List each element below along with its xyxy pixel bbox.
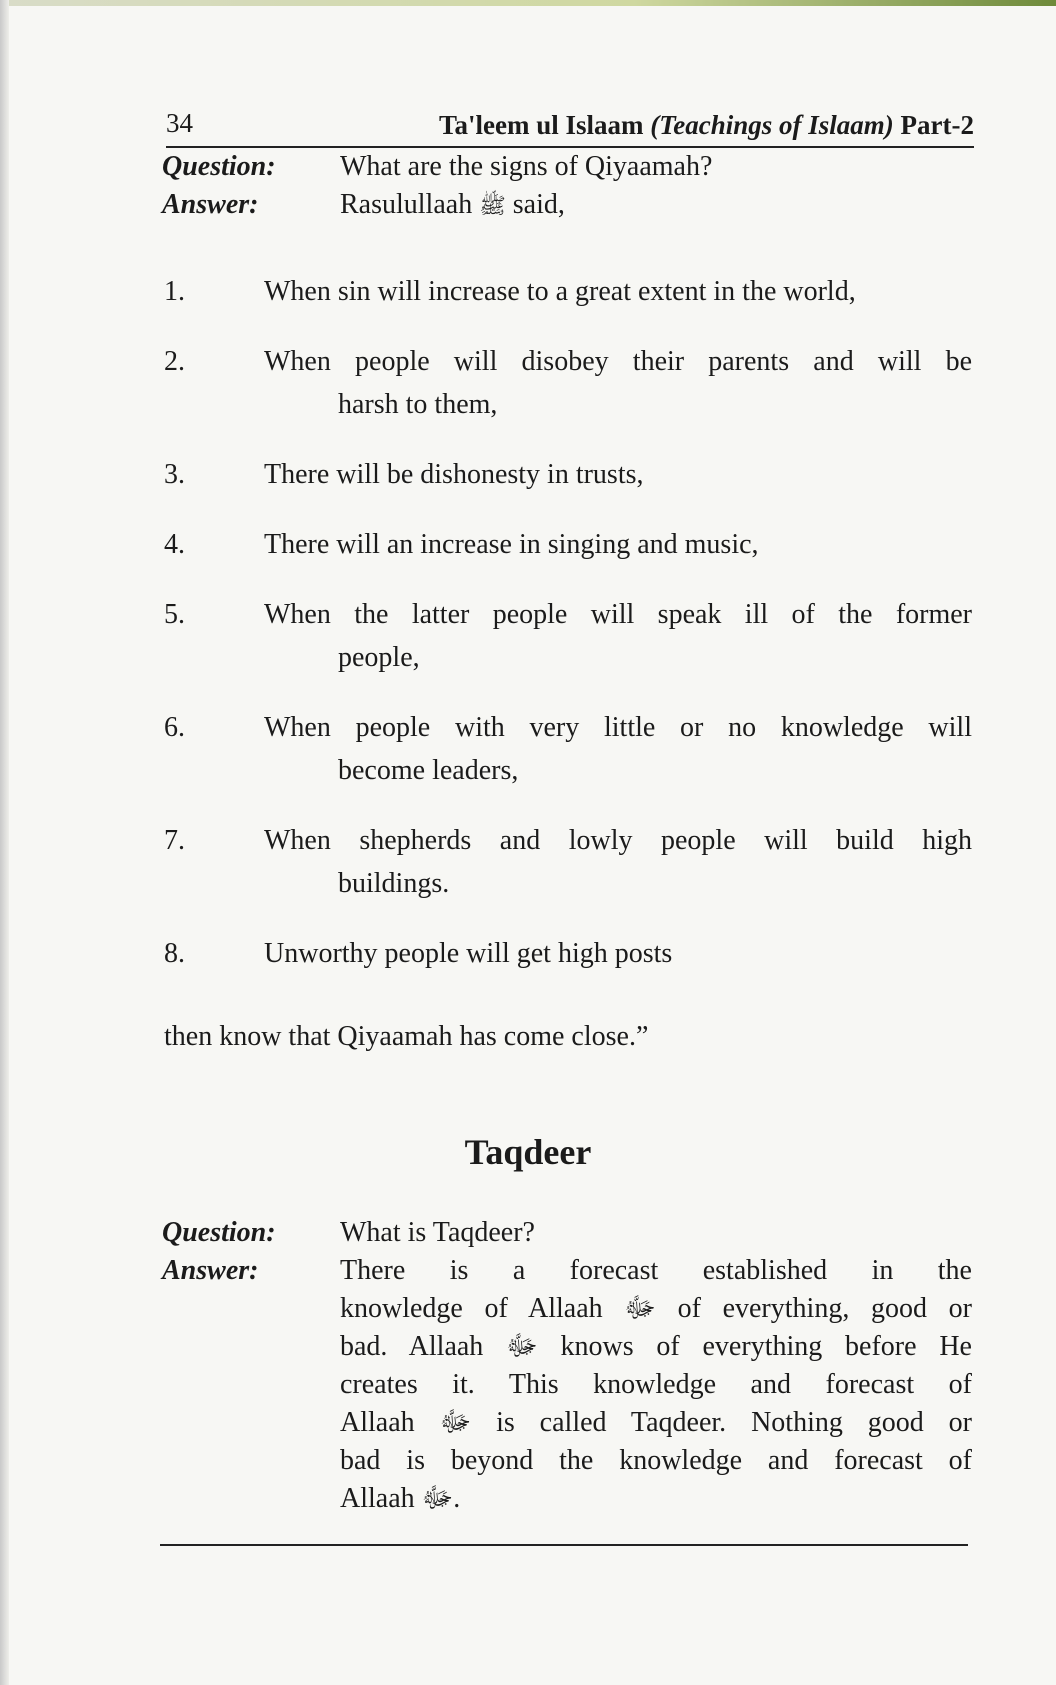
page-number: 34 (166, 108, 193, 138)
list-item-line: When shepherds and lowly people will build high (264, 825, 972, 856)
answer-line: knowledge of Allaah ﷻ of everything, good or (340, 1293, 972, 1324)
list-item-number: 5. (164, 599, 185, 630)
answer-line: bad. Allaah ﷻ knows of everything before He (340, 1331, 972, 1362)
answer-text-start: Rasulullaah (340, 189, 480, 220)
list-item-line: When people will disobey their parents and will be (264, 346, 972, 377)
answer-label: Answer: (162, 1255, 259, 1286)
list-item-text (264, 340, 972, 426)
list-item-line: When the latter people will speak ill of the former (264, 599, 972, 630)
list-item-text: There will an increase in singing and music, (264, 529, 759, 560)
answer-row (162, 1252, 972, 1518)
list-item (164, 270, 972, 313)
list-item-text (264, 706, 972, 792)
list-item-line: become leaders, (338, 755, 519, 786)
book-title-italic: (Teachings of Islaam) (650, 110, 894, 140)
list-item (164, 593, 972, 679)
list-item (164, 932, 972, 975)
running-header (166, 106, 974, 146)
footer-rule (160, 1544, 968, 1546)
list-item-text: When sin will increase to a great extent in the world, (264, 276, 856, 307)
question-row (162, 1214, 972, 1252)
answer-text-end: said, (505, 189, 565, 220)
question-row (162, 148, 972, 186)
list-item (164, 340, 972, 426)
list-item-number: 6. (164, 712, 185, 743)
list-item-text: Unworthy people will get high posts (264, 938, 673, 969)
list-item-number: 8. (164, 938, 185, 969)
list-item-number: 2. (164, 346, 185, 377)
list-item-line: buildings. (338, 868, 450, 899)
list-item (164, 706, 972, 792)
answer-text (340, 186, 972, 225)
answer-text (340, 1252, 972, 1518)
list-item (164, 523, 972, 566)
signs-list (164, 270, 972, 1002)
list-item (164, 819, 972, 905)
answer-line: Allaah ﷻ is called Taqdeer. Nothing good or (340, 1407, 973, 1438)
answer-line: Allaah ﷻ. (340, 1483, 461, 1514)
list-item-number: 7. (164, 825, 185, 856)
list-item-text (264, 593, 972, 679)
answer-row (162, 186, 972, 225)
list-item-line: harsh to them, (338, 389, 498, 420)
answer-line: creates it. This knowledge and forecast of (340, 1369, 972, 1400)
section-heading: Taqdeer (464, 1132, 592, 1172)
list-item-line: people, (338, 642, 420, 673)
question-text: What is Taqdeer? (340, 1217, 535, 1248)
answer-line: There is a forecast established in the (340, 1255, 972, 1286)
question-text: What are the signs of Qiyaamah? (340, 151, 713, 182)
question-label: Question: (162, 1217, 276, 1248)
list-item-number: 3. (164, 459, 185, 490)
list-item-line: When people with very little or no knowledge will (264, 712, 972, 743)
taqdeer-qa (162, 1214, 972, 1518)
list-item-text (264, 819, 972, 905)
qiyaamah-qa (162, 148, 972, 225)
book-title-part: Part-2 (893, 110, 974, 140)
page-left-edge (0, 0, 9, 1685)
book-title (439, 110, 974, 141)
book-title-main: Ta'leem ul Islaam (438, 110, 651, 140)
salutation-symbol: ﷺ (479, 193, 506, 218)
list-item (164, 453, 972, 496)
list-item-text: There will be dishonesty in trusts, (264, 459, 644, 490)
list-item-number: 4. (164, 529, 185, 560)
answer-label: Answer: (162, 189, 259, 220)
question-label: Question: (162, 151, 276, 182)
answer-line: bad is beyond the knowledge and forecast of (340, 1445, 972, 1476)
closing-sentence: then know that Qiyaamah has come close.” (164, 1021, 649, 1052)
list-item-number: 1. (164, 276, 185, 307)
